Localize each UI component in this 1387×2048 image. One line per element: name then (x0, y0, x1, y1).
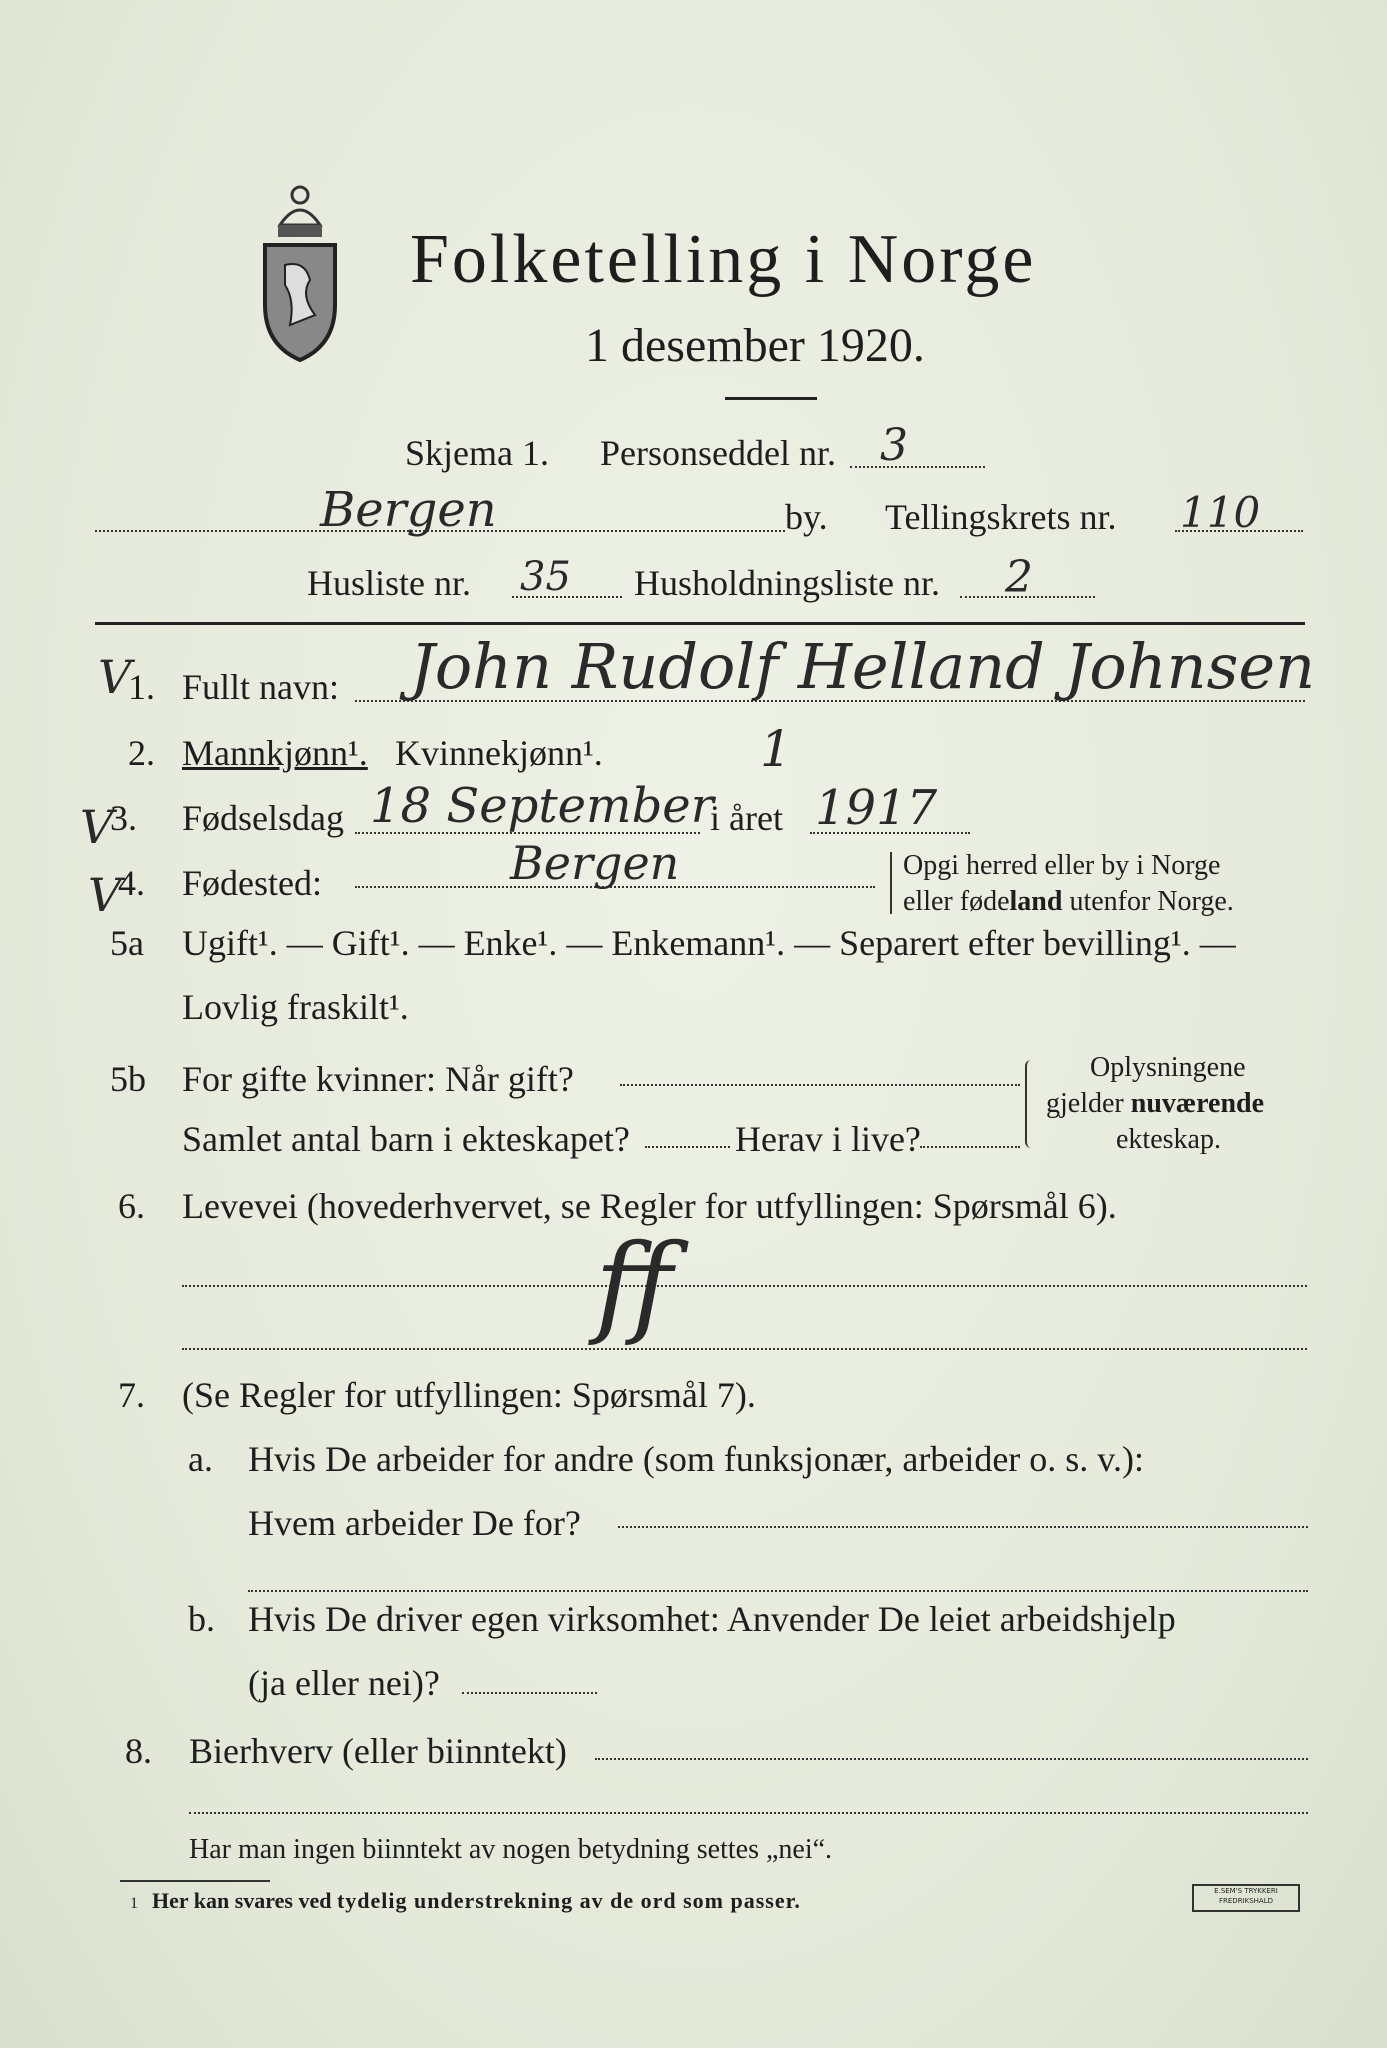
q4-note-bold: land (1009, 886, 1063, 917)
footnote-pre: Her kan svares ved (152, 1888, 337, 1913)
husliste-value: 35 (520, 554, 571, 600)
husholdning-value: 2 (1005, 552, 1033, 603)
q7-label: (Se Regler for utfyllingen: Spørsmål 7). (182, 1375, 756, 1415)
city-value: Bergen (320, 482, 497, 538)
footnote-bold: tydelig understrekning av de ord som passer. (336, 1888, 801, 1913)
coat-of-arms-icon (250, 165, 350, 365)
q4-note-post: utenfor Norge. (1062, 886, 1234, 917)
personseddel-value: 3 (880, 420, 908, 471)
footnote-number: 1 (130, 1895, 138, 1912)
q5b-live-line (920, 1146, 1020, 1148)
q8-label: Bierhverv (eller biinntekt) (189, 1731, 567, 1771)
q7a-line-extra (248, 1590, 1308, 1592)
q5a-line2: Lovlig fraskilt¹. (182, 987, 409, 1027)
q4-number: 4. (118, 863, 145, 903)
q2-mark: 1 (760, 720, 792, 778)
q5b-note-brace (1025, 1060, 1035, 1148)
q4-note-line1: Opgi herred eller by i Norge (903, 850, 1221, 881)
q7b-letter: b. (188, 1599, 215, 1639)
tellingskrets-value: 110 (1180, 488, 1261, 537)
q4-note-pre: eller føde (903, 886, 1010, 917)
q5b-number: 5b (110, 1059, 146, 1099)
title-divider (725, 397, 817, 400)
q5b-note2 (1046, 1088, 1264, 1120)
check-mark-q3: V (80, 800, 114, 854)
check-mark-q4: V (88, 868, 122, 922)
q5b-line2b: Herav i live? (735, 1119, 921, 1159)
q6-line2 (182, 1348, 1307, 1350)
q6-label: Levevei (hovederhvervet, se Regler for utfyllingen: Spørsmål 6). (182, 1186, 1117, 1226)
printer-stamp: E.SEM'S TRYKKERI FREDRIKSHALD (1192, 1884, 1300, 1912)
q7a-line1: Hvis De arbeider for andre (som funksjonær, arbeider o. s. v.): (248, 1439, 1144, 1479)
q1-label: Fullt navn: (182, 667, 340, 707)
q5b-note3: ekteskap. (1116, 1124, 1221, 1155)
footnote (130, 1888, 801, 1914)
q5b-line2a: Samlet antal barn i ekteskapet? (182, 1119, 630, 1159)
q4-note-brace (890, 852, 900, 914)
q7-number: 7. (118, 1375, 145, 1415)
q8-line2 (189, 1812, 1308, 1814)
footer-note: Har man ingen biinntekt av nogen betydning settes „nei“. (189, 1834, 833, 1865)
q5b-note2-bold: nuværende (1130, 1088, 1265, 1119)
q4-label: Fødested: (182, 863, 322, 903)
q7a-letter: a. (188, 1439, 213, 1479)
q1-value: John Rudolf Helland Johnsen (410, 630, 1316, 703)
q7b-line1: Hvis De driver egen virksomhet: Anvender De leiet arbeidshjelp (248, 1599, 1176, 1639)
q7b-line2: (ja eller nei)? (248, 1663, 440, 1703)
q6-line1 (182, 1285, 1307, 1287)
q7a-line2: Hvem arbeider De for? (248, 1503, 581, 1543)
q5b-gift-line (620, 1084, 1020, 1086)
q5b-barn-line (645, 1146, 730, 1148)
q5a-number: 5a (110, 923, 144, 963)
q7b-line (462, 1692, 597, 1694)
q3-label: Fødselsdag (182, 798, 344, 838)
q4-value: Bergen (510, 836, 680, 890)
q5b-note2-pre: gjelder (1046, 1088, 1131, 1119)
husliste-label: Husliste nr. (307, 563, 472, 603)
personseddel-label: Personseddel nr. (600, 433, 836, 473)
q5b-line1: For gifte kvinner: Når gift? (182, 1059, 574, 1099)
q2-number: 2. (128, 733, 155, 773)
skjema-label: Skjema 1. (405, 433, 549, 473)
census-date: 1 desember 1920. (585, 319, 925, 372)
q5a-line1: Ugift¹. — Gift¹. — Enke¹. — Enkemann¹. — Separert efter bevilling¹. — (182, 923, 1236, 963)
q6-value: ff (595, 1220, 673, 1348)
q2-kvinne: Kvinnekjønn¹. (395, 733, 603, 773)
header-divider (95, 622, 1305, 625)
q8-number: 8. (125, 1731, 152, 1771)
tellingskrets-label: Tellingskrets nr. (885, 497, 1117, 537)
q1-number: 1. (128, 667, 155, 707)
q3-aret-label: i året (710, 798, 783, 838)
q8-line1 (595, 1758, 1308, 1760)
check-mark-q1: V (98, 650, 132, 704)
personseddel-line (850, 466, 985, 468)
husholdning-label: Husholdningsliste nr. (634, 563, 941, 603)
q3-number: 3. (110, 798, 137, 838)
q3-day-value: 18 September (370, 778, 714, 834)
footnote-divider (120, 1880, 270, 1882)
q5b-note1: Oplysningene (1090, 1052, 1246, 1083)
q6-number: 6. (118, 1186, 145, 1226)
by-label: by. (785, 497, 828, 537)
q2-mann: Mannkjønn¹. (182, 733, 368, 773)
q4-note-line2 (903, 886, 1234, 918)
q7a-line (618, 1526, 1308, 1528)
q3-year-value: 1917 (815, 780, 938, 836)
form-title: Folketelling i Norge (410, 221, 1037, 298)
